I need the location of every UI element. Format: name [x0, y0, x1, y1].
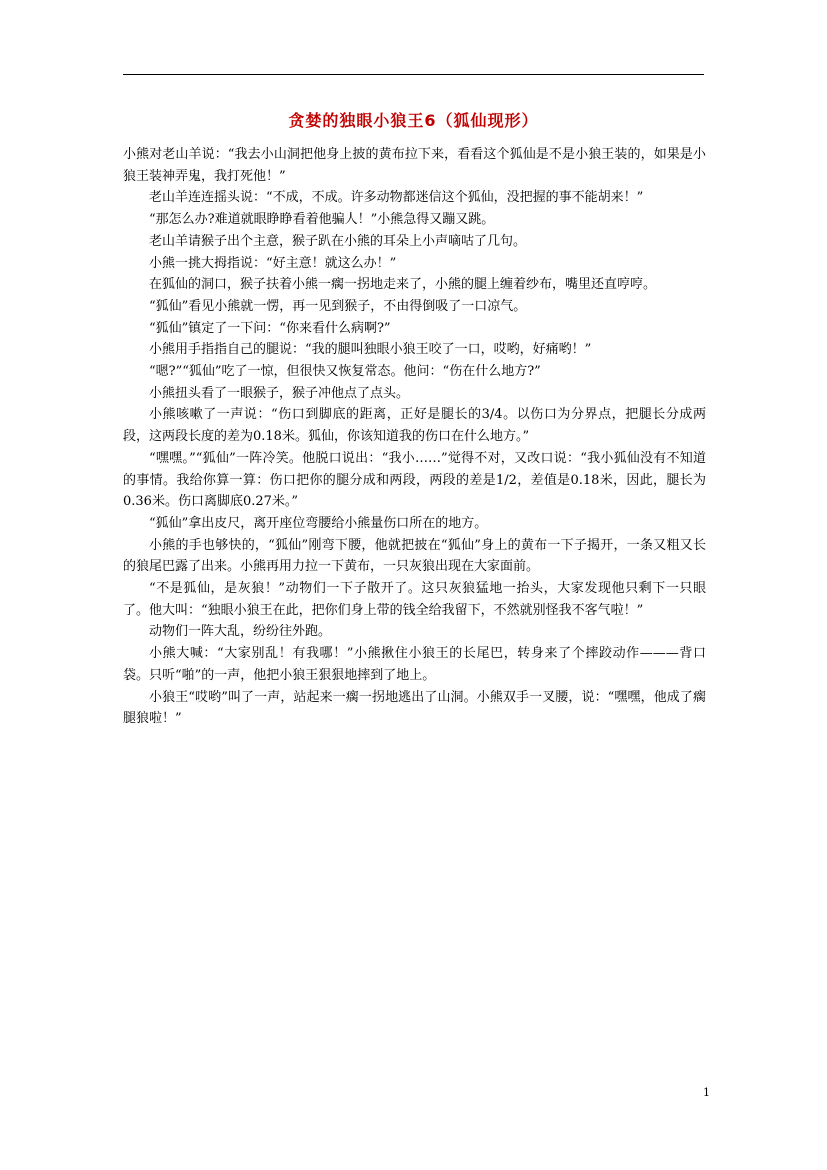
paragraph: “不是狐仙，是灰狼！”动物们一下子散开了。这只灰狼猛地一抬头，大家发现他只剩下一只眼了。他大叫：“独眼小狼王在此，把你们身上带的钱全给我留下，不然就别怪我不客气啦！”	[123, 581, 706, 618]
paragraph: 在狐仙的洞口，猴子扶着小熊一瘸一拐地走来了，小熊的腿上缠着纱布，嘴里还直哼哼。	[149, 277, 657, 293]
paragraph: 老山羊连连摇头说：“不成，不成。许多动物都迷信这个狐仙，没把握的事不能胡来！”	[149, 190, 644, 206]
paragraph: “嘿嘿。”“狐仙”一阵冷笑。他脱口说出：“我小……”觉得不对，又改口说：“我小狐仙没有不知道的事情。我给你算一算：伤口把你的腿分成和两段，两段的差是1/2，差值是0.18米，因此，腿长为0.36米。伤口离脚底0.27米。”	[123, 450, 706, 510]
header-rule	[123, 74, 704, 75]
paragraph: 小熊扭头看了一眼猴子，猴子冲他点了点头。	[149, 385, 410, 401]
paragraph: 老山羊请猴子出个主意，猴子趴在小熊的耳朵上小声嘀咕了几句。	[149, 233, 527, 249]
page-number: 1	[703, 1086, 710, 1099]
paragraph: 小熊咳嗽了一声说：“伤口到脚底的距离，正好是腿长的3/4。以伤口为分界点，把腿长分成两段，这两段长度的差为0.18米。狐仙，你该知道我的伤口在什么地方。”	[123, 407, 706, 445]
paragraph: “狐仙”拿出皮尺，离开座位弯腰给小熊量伤口所在的地方。	[149, 515, 488, 531]
paragraph: 小熊的手也够快的，“狐仙”刚弯下腰，他就把披在“狐仙”身上的黄布一下子揭开，一条又粗又长的狼尾巴露了出来。小熊再用力拉一下黄布，一只灰狼出现在大家面前。	[123, 537, 706, 575]
page-title: 贪婪的独眼小狼王6（狐仙现形）	[288, 111, 539, 130]
paragraph: “狐仙”镇定了一下问：“你来看什么病啊?”	[149, 320, 391, 336]
paragraph: 小狼王“哎哟”叫了一声，站起来一瘸一拐地逃出了山洞。小熊双手一叉腰，说：“嘿嘿，他成了瘸腿狼啦！”	[123, 689, 706, 727]
body-text	[123, 144, 706, 730]
paragraph: 小熊一挑大拇指说：“好主意！就这么办！”	[149, 255, 397, 271]
paragraph: 小熊大喊：“大家别乱！有我哪！”小熊揪住小狼王的长尾巴，转身来了个摔跤动作———背口袋。只听“啪”的一声，他把小狼王狠狠地摔到了地上。	[123, 646, 706, 683]
paragraph: 小熊用手指指自己的腿说：“我的腿叫独眼小狼王咬了一口，哎哟，好痛哟！”	[149, 342, 592, 358]
paragraph: “狐仙”看见小熊就一愣，再一见到猴子，不由得倒吸了一口凉气。	[149, 298, 527, 314]
paragraph: “嗯?”“狐仙”吃了一惊，但很快又恢复常态。他问：“伤在什么地方?”	[149, 364, 541, 380]
paragraph: 小熊对老山羊说：“我去小山洞把他身上披的黄布拉下来，看看这个狐仙是不是小狼王装的，如果是小狼王装神弄鬼，我打死他！”	[123, 147, 706, 184]
paragraph: 动物们一阵大乱，纷纷往外跑。	[149, 624, 332, 640]
paragraph: “那怎么办?难道就眼睁睁看着他骗人！”小熊急得又蹦又跳。	[149, 212, 495, 228]
